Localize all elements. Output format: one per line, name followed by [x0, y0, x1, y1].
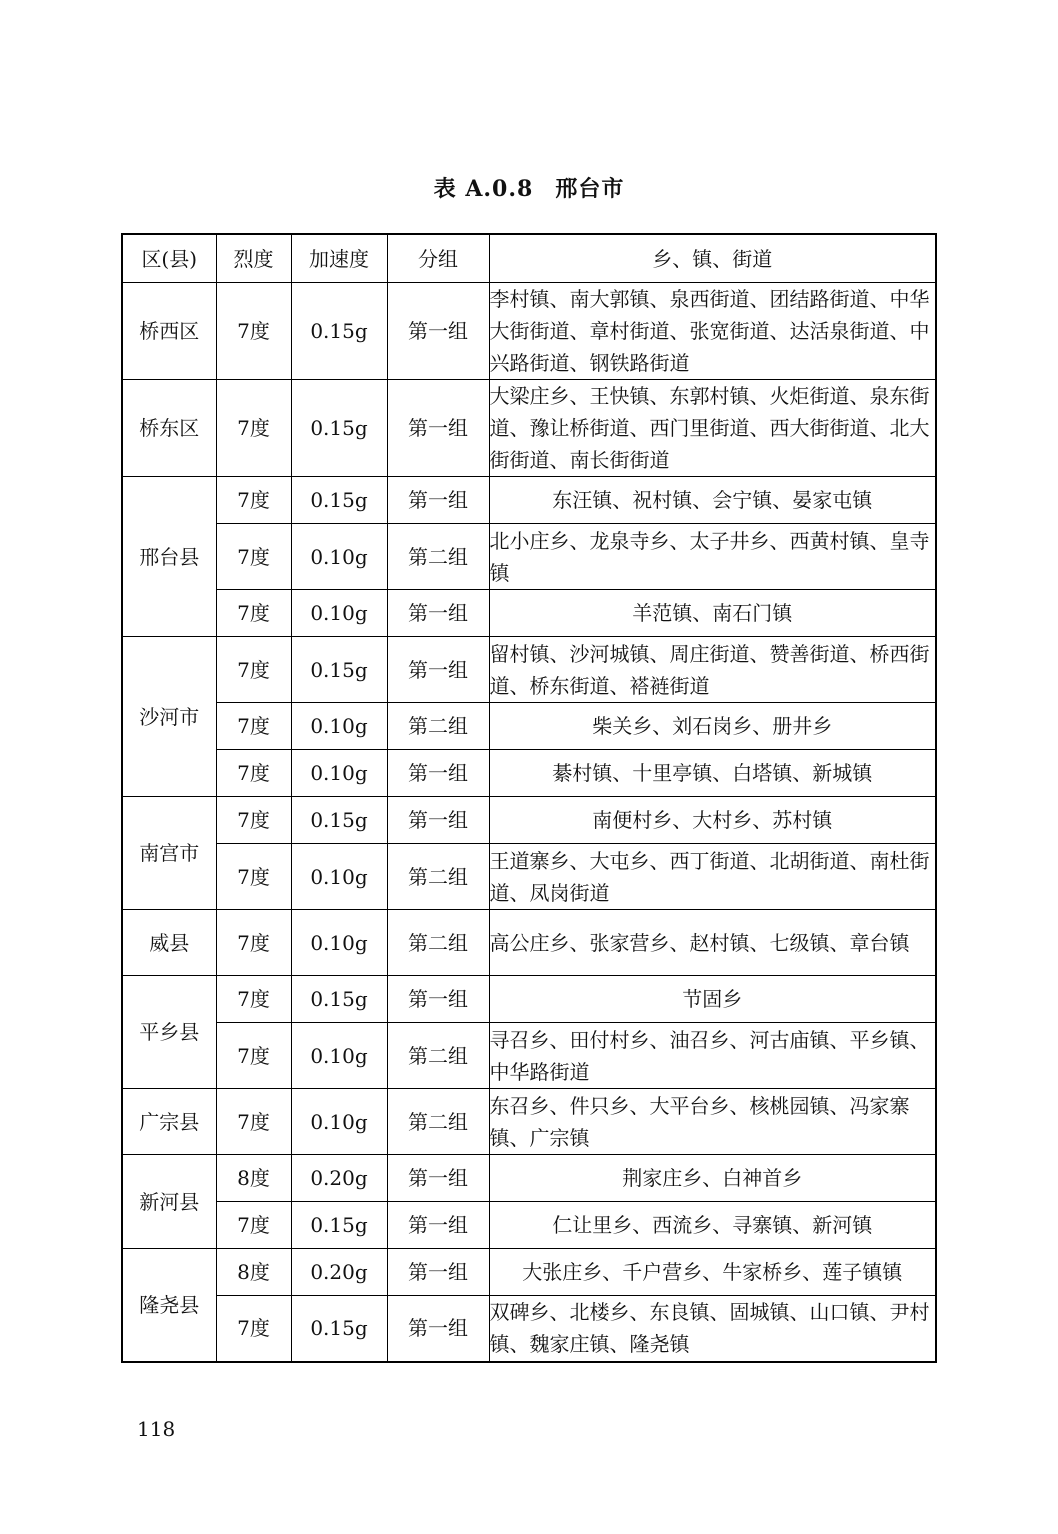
areas-cell: 留村镇、沙河城镇、周庄街道、赞善街道、桥西街道、桥东街道、褡裢街道	[489, 637, 936, 703]
acceleration-cell: 0.10g	[291, 590, 387, 637]
acceleration-cell: 0.20g	[291, 1249, 387, 1296]
acceleration-cell: 0.10g	[291, 844, 387, 910]
table-row	[122, 1249, 936, 1296]
table-row	[122, 910, 936, 976]
table-title	[0, 172, 1058, 203]
group-cell: 第一组	[387, 1296, 489, 1362]
areas-cell: 高公庄乡、张家营乡、赵村镇、七级镇、章台镇	[489, 910, 936, 976]
table-row	[122, 1296, 936, 1362]
table-row	[122, 750, 936, 797]
intensity-cell: 7度	[216, 976, 291, 1023]
table-number: 表 A.0.8	[433, 176, 534, 202]
acceleration-cell: 0.15g	[291, 976, 387, 1023]
areas-cell: 王道寨乡、大屯乡、西丁街道、北胡街道、南杜街道、凤岗街道	[489, 844, 936, 910]
group-cell: 第一组	[387, 477, 489, 524]
district-cell: 邢台县	[122, 477, 216, 637]
group-cell: 第一组	[387, 283, 489, 380]
table-row	[122, 703, 936, 750]
acceleration-cell: 0.15g	[291, 797, 387, 844]
table-row	[122, 1155, 936, 1202]
intensity-cell: 7度	[216, 1202, 291, 1249]
group-cell: 第一组	[387, 1155, 489, 1202]
table-row	[122, 283, 936, 380]
district-cell: 平乡县	[122, 976, 216, 1089]
group-cell: 第一组	[387, 976, 489, 1023]
areas-cell: 节固乡	[489, 976, 936, 1023]
intensity-cell: 7度	[216, 797, 291, 844]
header-acceleration: 加速度	[291, 234, 387, 283]
areas-cell: 仁让里乡、西流乡、寻寨镇、新河镇	[489, 1202, 936, 1249]
group-cell: 第一组	[387, 637, 489, 703]
table-row	[122, 524, 936, 590]
acceleration-cell: 0.15g	[291, 1202, 387, 1249]
intensity-cell: 8度	[216, 1155, 291, 1202]
table-city: 邢台市	[555, 176, 625, 202]
intensity-cell: 7度	[216, 703, 291, 750]
table-row	[122, 590, 936, 637]
header-intensity: 烈度	[216, 234, 291, 283]
table-body	[122, 283, 936, 1362]
acceleration-cell: 0.20g	[291, 1155, 387, 1202]
intensity-cell: 7度	[216, 1296, 291, 1362]
table-row	[122, 637, 936, 703]
table-row	[122, 976, 936, 1023]
group-cell: 第一组	[387, 1202, 489, 1249]
areas-cell: 羊范镇、南石门镇	[489, 590, 936, 637]
page-number: 118	[137, 1417, 176, 1441]
intensity-cell: 8度	[216, 1249, 291, 1296]
table-row	[122, 477, 936, 524]
areas-cell: 寻召乡、田付村乡、油召乡、河古庙镇、平乡镇、中华路街道	[489, 1023, 936, 1089]
header-district: 区(县)	[122, 234, 216, 283]
intensity-cell: 7度	[216, 1023, 291, 1089]
group-cell: 第二组	[387, 910, 489, 976]
header-row	[122, 234, 936, 283]
intensity-cell: 7度	[216, 590, 291, 637]
acceleration-cell: 0.10g	[291, 1089, 387, 1155]
acceleration-cell: 0.10g	[291, 703, 387, 750]
group-cell: 第一组	[387, 380, 489, 477]
areas-cell: 双碑乡、北楼乡、东良镇、固城镇、山口镇、尹村镇、魏家庄镇、隆尧镇	[489, 1296, 936, 1362]
acceleration-cell: 0.15g	[291, 477, 387, 524]
table-row	[122, 1023, 936, 1089]
group-cell: 第二组	[387, 1089, 489, 1155]
group-cell: 第一组	[387, 590, 489, 637]
district-cell: 广宗县	[122, 1089, 216, 1155]
table-row	[122, 1202, 936, 1249]
acceleration-cell: 0.15g	[291, 283, 387, 380]
areas-cell: 綦村镇、十里亭镇、白塔镇、新城镇	[489, 750, 936, 797]
group-cell: 第二组	[387, 844, 489, 910]
group-cell: 第一组	[387, 797, 489, 844]
seismic-table	[121, 233, 937, 1363]
acceleration-cell: 0.10g	[291, 910, 387, 976]
acceleration-cell: 0.15g	[291, 637, 387, 703]
district-cell: 沙河市	[122, 637, 216, 797]
intensity-cell: 7度	[216, 524, 291, 590]
district-cell: 桥西区	[122, 283, 216, 380]
intensity-cell: 7度	[216, 844, 291, 910]
group-cell: 第二组	[387, 703, 489, 750]
areas-cell: 柴关乡、刘石岗乡、册井乡	[489, 703, 936, 750]
areas-cell: 东召乡、件只乡、大平台乡、核桃园镇、冯家寨镇、广宗镇	[489, 1089, 936, 1155]
header-group: 分组	[387, 234, 489, 283]
group-cell: 第二组	[387, 1023, 489, 1089]
areas-cell: 北小庄乡、龙泉寺乡、太子井乡、西黄村镇、皇寺镇	[489, 524, 936, 590]
district-cell: 桥东区	[122, 380, 216, 477]
intensity-cell: 7度	[216, 637, 291, 703]
intensity-cell: 7度	[216, 283, 291, 380]
acceleration-cell: 0.10g	[291, 1023, 387, 1089]
group-cell: 第二组	[387, 524, 489, 590]
group-cell: 第一组	[387, 750, 489, 797]
table-row	[122, 380, 936, 477]
areas-cell: 南便村乡、大村乡、苏村镇	[489, 797, 936, 844]
acceleration-cell: 0.10g	[291, 524, 387, 590]
areas-cell: 大张庄乡、千户营乡、牛家桥乡、莲子镇镇	[489, 1249, 936, 1296]
intensity-cell: 7度	[216, 477, 291, 524]
intensity-cell: 7度	[216, 380, 291, 477]
areas-cell: 李村镇、南大郭镇、泉西街道、团结路街道、中华大街街道、章村街道、张宽街道、达活泉街道、中兴路街道、钢铁路街道	[489, 283, 936, 380]
intensity-cell: 7度	[216, 910, 291, 976]
areas-cell: 荆家庄乡、白神首乡	[489, 1155, 936, 1202]
table-row	[122, 797, 936, 844]
table-row	[122, 844, 936, 910]
areas-cell: 大梁庄乡、王快镇、东郭村镇、火炬街道、泉东街道、豫让桥街道、西门里街道、西大街街道、北大街街道、南长街街道	[489, 380, 936, 477]
district-cell: 南宫市	[122, 797, 216, 910]
district-cell: 新河县	[122, 1155, 216, 1249]
district-cell: 隆尧县	[122, 1249, 216, 1362]
table-row	[122, 1089, 936, 1155]
intensity-cell: 7度	[216, 750, 291, 797]
areas-cell: 东汪镇、祝村镇、会宁镇、晏家屯镇	[489, 477, 936, 524]
district-cell: 威县	[122, 910, 216, 976]
acceleration-cell: 0.15g	[291, 380, 387, 477]
header-areas: 乡、镇、街道	[489, 234, 936, 283]
group-cell: 第一组	[387, 1249, 489, 1296]
acceleration-cell: 0.10g	[291, 750, 387, 797]
intensity-cell: 7度	[216, 1089, 291, 1155]
acceleration-cell: 0.15g	[291, 1296, 387, 1362]
